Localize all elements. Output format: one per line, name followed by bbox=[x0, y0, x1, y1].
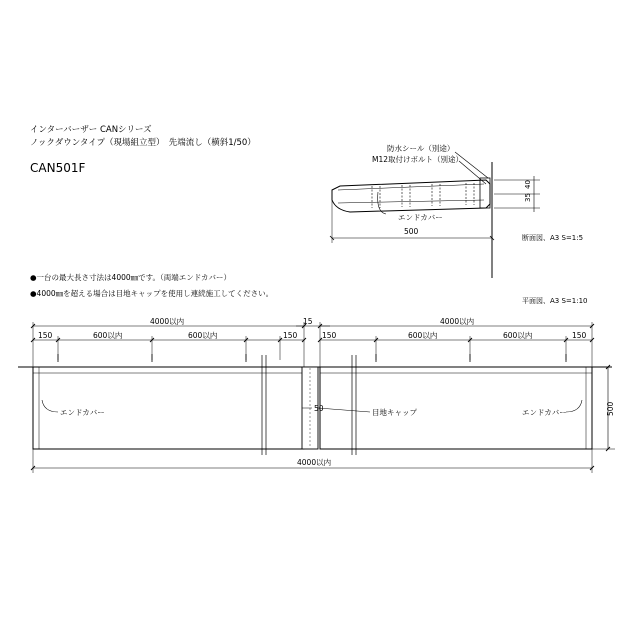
endcover-callout-section: エンドカバー bbox=[398, 213, 443, 222]
dim-600-2-label: 600以内 bbox=[188, 331, 218, 340]
dim-left-total-label: 4000以内 bbox=[150, 317, 185, 326]
dim-joint-label: 50 bbox=[314, 404, 324, 413]
endcover-right-leader bbox=[566, 400, 582, 412]
dim-150-mid-left-label: 150 bbox=[283, 331, 298, 340]
endcover-left-leader bbox=[42, 400, 58, 412]
type-title: ノックダウンタイプ（現場組立型） 先端流し（横斜1/50） bbox=[30, 138, 256, 148]
dim-600-3-label: 600以内 bbox=[408, 331, 438, 340]
dim-right-total-label: 4000以内 bbox=[440, 317, 475, 326]
bolt-callout: M12取付けボルト（別途） bbox=[372, 155, 464, 164]
section-width-label: 500 bbox=[404, 227, 419, 236]
note-joint-cap: ●4000㎜を超える場合は目地キャップを使用し連続施工してください。 bbox=[30, 289, 274, 298]
model-name: CAN501F bbox=[30, 161, 86, 175]
dim-overall-label: 4000以内 bbox=[297, 458, 332, 467]
seal-callout: 防水シール（別途） bbox=[387, 144, 455, 153]
section-h2-label: 40 bbox=[524, 180, 532, 189]
plan-view bbox=[18, 322, 615, 473]
endcover-left-label: エンドカバー bbox=[60, 408, 105, 417]
bolt-marks bbox=[58, 354, 566, 362]
note-max-length: ●一台の最大長さ寸法は4000㎜です。（両端エンドカバー） bbox=[30, 273, 232, 282]
dim-150-left-label: 150 bbox=[38, 331, 53, 340]
series-title: インターバーザー CANシリーズ bbox=[30, 125, 152, 135]
joint-cap-label: 目地キャップ bbox=[372, 408, 417, 417]
dim-600-1-label: 600以内 bbox=[93, 331, 123, 340]
dim-600-4-label: 600以内 bbox=[503, 331, 533, 340]
plan-scale-note: 平面図、A3 S=1:10 bbox=[522, 297, 588, 305]
dim-150-mid-right-label: 150 bbox=[322, 331, 337, 340]
dim-depth-label: 500 bbox=[606, 401, 615, 416]
dim-gap-label: 15 bbox=[303, 317, 313, 326]
joint-cap-leader bbox=[318, 408, 370, 412]
section-h1-label: 35 bbox=[524, 193, 532, 202]
section-scale-note: 断面図、A3 S=1:5 bbox=[522, 234, 584, 242]
endcover-right-label: エンドカバー bbox=[522, 408, 567, 417]
dim-150-right-label: 150 bbox=[572, 331, 587, 340]
